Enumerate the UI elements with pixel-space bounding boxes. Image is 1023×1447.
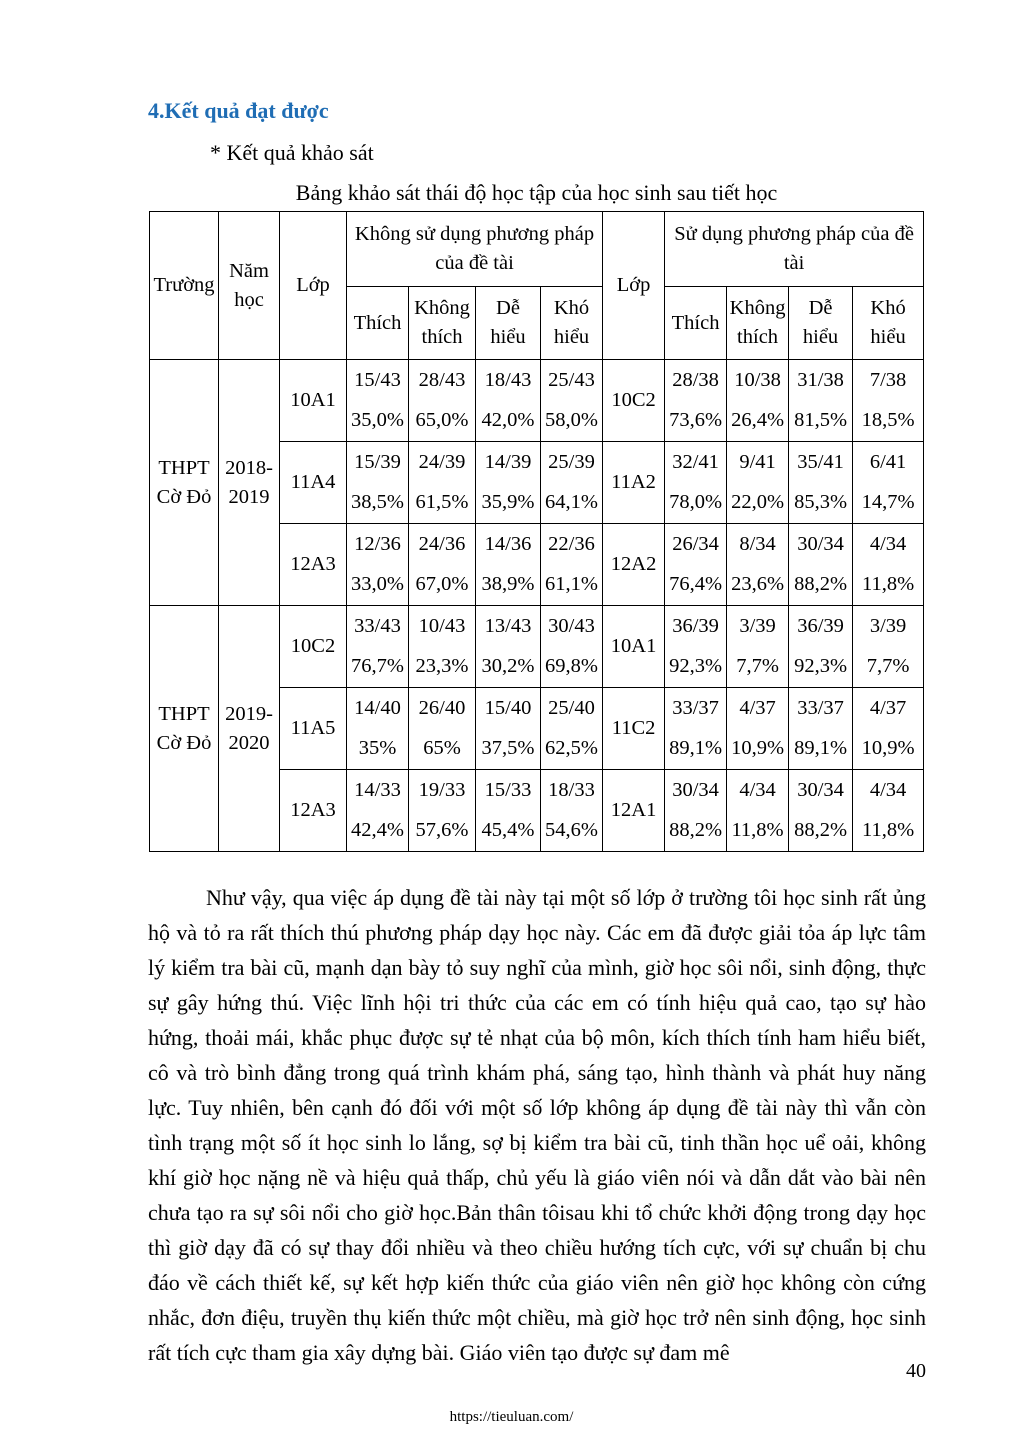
year-cell: 2019-2020 [219,606,280,852]
count-cell: 28/43 [409,360,476,401]
subsection-heading: * Kết quả khảo sát [210,140,374,165]
header-class-2: Lớp [603,212,665,360]
header-dislike-2: Không thích [727,287,789,360]
header-row [150,212,924,287]
header-easy-2: Dễ hiểu [789,287,853,360]
percent-cell: 88,2% [789,810,853,852]
table-row [150,606,924,647]
percent-cell: 35,9% [476,482,541,524]
percent-cell: 62,5% [541,728,603,770]
count-cell: 30/34 [789,524,853,565]
class-cell: 10C2 [280,606,347,688]
count-cell: 4/37 [853,688,924,729]
count-cell: 30/43 [541,606,603,647]
count-cell: 18/43 [476,360,541,401]
count-cell: 12/36 [347,524,409,565]
count-cell: 6/41 [853,442,924,483]
header-school: Trường [150,212,219,360]
percent-cell: 14,7% [853,482,924,524]
percent-cell: 33,0% [347,564,409,606]
percent-cell: 92,3% [789,646,853,688]
percent-cell: 35% [347,728,409,770]
count-cell: 35/41 [789,442,853,483]
percent-cell: 54,6% [541,810,603,852]
percent-cell: 42,4% [347,810,409,852]
count-cell: 15/33 [476,770,541,811]
percent-cell: 85,3% [789,482,853,524]
count-cell: 9/41 [727,442,789,483]
percent-cell: 73,6% [665,400,727,442]
count-cell: 14/36 [476,524,541,565]
class-cell-2: 10C2 [603,360,665,442]
class-cell-2: 12A2 [603,524,665,606]
percent-cell: 88,2% [665,810,727,852]
count-cell: 4/34 [853,770,924,811]
header-hard: Khó hiểu [541,287,603,360]
percent-cell: 89,1% [665,728,727,770]
count-cell: 26/34 [665,524,727,565]
class-cell: 12A3 [280,524,347,606]
percent-cell: 92,3% [665,646,727,688]
count-cell: 14/33 [347,770,409,811]
count-cell: 25/43 [541,360,603,401]
header-like-2: Thích [665,287,727,360]
class-cell: 12A3 [280,770,347,852]
percent-cell: 38,5% [347,482,409,524]
percent-cell: 78,0% [665,482,727,524]
count-cell: 36/39 [789,606,853,647]
percent-cell: 61,1% [541,564,603,606]
count-cell: 26/40 [409,688,476,729]
percent-cell: 10,9% [727,728,789,770]
count-cell: 33/43 [347,606,409,647]
survey-table [149,211,924,852]
percent-cell: 65,0% [409,400,476,442]
header-hard-2: Khó hiểu [853,287,924,360]
percent-cell: 61,5% [409,482,476,524]
class-cell-2: 10A1 [603,606,665,688]
percent-cell: 23,3% [409,646,476,688]
count-cell: 36/39 [665,606,727,647]
page-number: 40 [906,1360,926,1382]
percent-cell: 64,1% [541,482,603,524]
percent-cell: 38,9% [476,564,541,606]
table-row [150,360,924,401]
count-cell: 25/40 [541,688,603,729]
count-cell: 28/38 [665,360,727,401]
table-caption: Bảng khảo sát thái độ học tập của học sinh sau tiết học [295,180,778,205]
percent-cell: 26,4% [727,400,789,442]
footer-url: https://tieuluan.com/ [449,1409,574,1425]
percent-cell: 23,6% [727,564,789,606]
count-cell: 22/36 [541,524,603,565]
count-cell: 33/37 [789,688,853,729]
year-cell: 2018-2019 [219,360,280,606]
percent-cell: 88,2% [789,564,853,606]
count-cell: 13/43 [476,606,541,647]
header-group-without: Không sử dụng phương pháp của đề tài [347,212,603,287]
count-cell: 19/33 [409,770,476,811]
count-cell: 4/34 [727,770,789,811]
count-cell: 30/34 [665,770,727,811]
count-cell: 31/38 [789,360,853,401]
header-group-with: Sử dụng phương pháp của đề tài [665,212,924,287]
count-cell: 25/39 [541,442,603,483]
percent-cell: 7,7% [727,646,789,688]
count-cell: 10/43 [409,606,476,647]
count-cell: 3/39 [853,606,924,647]
school-cell: THPT Cờ Đỏ [150,606,219,852]
percent-cell: 18,5% [853,400,924,442]
count-cell: 14/40 [347,688,409,729]
percent-cell: 81,5% [789,400,853,442]
count-cell: 18/33 [541,770,603,811]
count-cell: 24/39 [409,442,476,483]
percent-cell: 37,5% [476,728,541,770]
percent-cell: 11,8% [853,810,924,852]
count-cell: 33/37 [665,688,727,729]
count-cell: 4/37 [727,688,789,729]
count-cell: 32/41 [665,442,727,483]
percent-cell: 69,8% [541,646,603,688]
class-cell: 11A5 [280,688,347,770]
count-cell: 8/34 [727,524,789,565]
percent-cell: 22,0% [727,482,789,524]
percent-cell: 76,7% [347,646,409,688]
count-cell: 15/43 [347,360,409,401]
percent-cell: 57,6% [409,810,476,852]
percent-cell: 7,7% [853,646,924,688]
school-cell: THPT Cờ Đỏ [150,360,219,606]
percent-cell: 10,9% [853,728,924,770]
header-class: Lớp [280,212,347,360]
class-cell: 10A1 [280,360,347,442]
class-cell-2: 11C2 [603,688,665,770]
percent-cell: 45,4% [476,810,541,852]
count-cell: 14/39 [476,442,541,483]
count-cell: 4/34 [853,524,924,565]
percent-cell: 76,4% [665,564,727,606]
class-cell-2: 12A1 [603,770,665,852]
percent-cell: 11,8% [853,564,924,606]
count-cell: 10/38 [727,360,789,401]
header-dislike: Không thích [409,287,476,360]
count-cell: 3/39 [727,606,789,647]
count-cell: 7/38 [853,360,924,401]
percent-cell: 30,2% [476,646,541,688]
body-paragraph: Như vậy, qua việc áp dụng đề tài này tại một số lớp ở trường tôi học sinh rất ủng hộ và tỏ ra rất thích thú phương pháp dạy học này. Các em đã được giải tỏa áp lực tâm lý kiểm tra bài cũ, mạnh dạn bày tỏ suy nghĩ của mình, giờ học sôi nổi, sinh động, thực sự gây hứng thú. Việc lĩnh hội tri thức của các em có tính hiệu quả cao, tạo sự hào hứng, thoải mái, khắc phục được sự tẻ nhạt của bộ môn, kích thích tính ham hiểu biết, cô và trò bình đẳng trong quá trình khám phá, sáng tạo, hình thành và phát huy năng lực. Tuy nhiên, bên cạnh đó đối với một số lớp không áp dụng đề tài này thì vẫn còn tình trạng một số ít học sinh lo lắng, sợ bị kiểm tra bài cũ, tinh thần học uể oải, không khí giờ học nặng nề và hiệu quả thấp, chủ yếu là giáo viên nói và dẫn dắt vào bài nên chưa tạo ra sự sôi nổi cho giờ học.Bản thân tôisau khi tổ chức khởi động trong dạy học thì giờ dạy đã có sự thay đổi nhiều và theo chiều hướng tích cực, với sự chuẩn bị chu đáo về cách thiết kế, sự kết hợp kiến thức của giáo viên nên giờ học không còn cứng nhắc, đơn điệu, truyền thụ kiến thức một chiều, mà giờ học trở nên sinh động, học sinh rất tích cực tham gia xây dựng bài. Giáo viên tạo được sự đam mê [148,885,926,1365]
count-cell: 30/34 [789,770,853,811]
percent-cell: 11,8% [727,810,789,852]
count-cell: 24/36 [409,524,476,565]
percent-cell: 67,0% [409,564,476,606]
count-cell: 15/40 [476,688,541,729]
percent-cell: 58,0% [541,400,603,442]
percent-cell: 35,0% [347,400,409,442]
class-cell-2: 11A2 [603,442,665,524]
class-cell: 11A4 [280,442,347,524]
percent-cell: 65% [409,728,476,770]
header-year: Năm học [219,212,280,360]
section-heading: 4.Kết quả đạt được [148,98,329,123]
header-like: Thích [347,287,409,360]
percent-cell: 42,0% [476,400,541,442]
percent-cell: 89,1% [789,728,853,770]
header-easy: Dễ hiểu [476,287,541,360]
count-cell: 15/39 [347,442,409,483]
